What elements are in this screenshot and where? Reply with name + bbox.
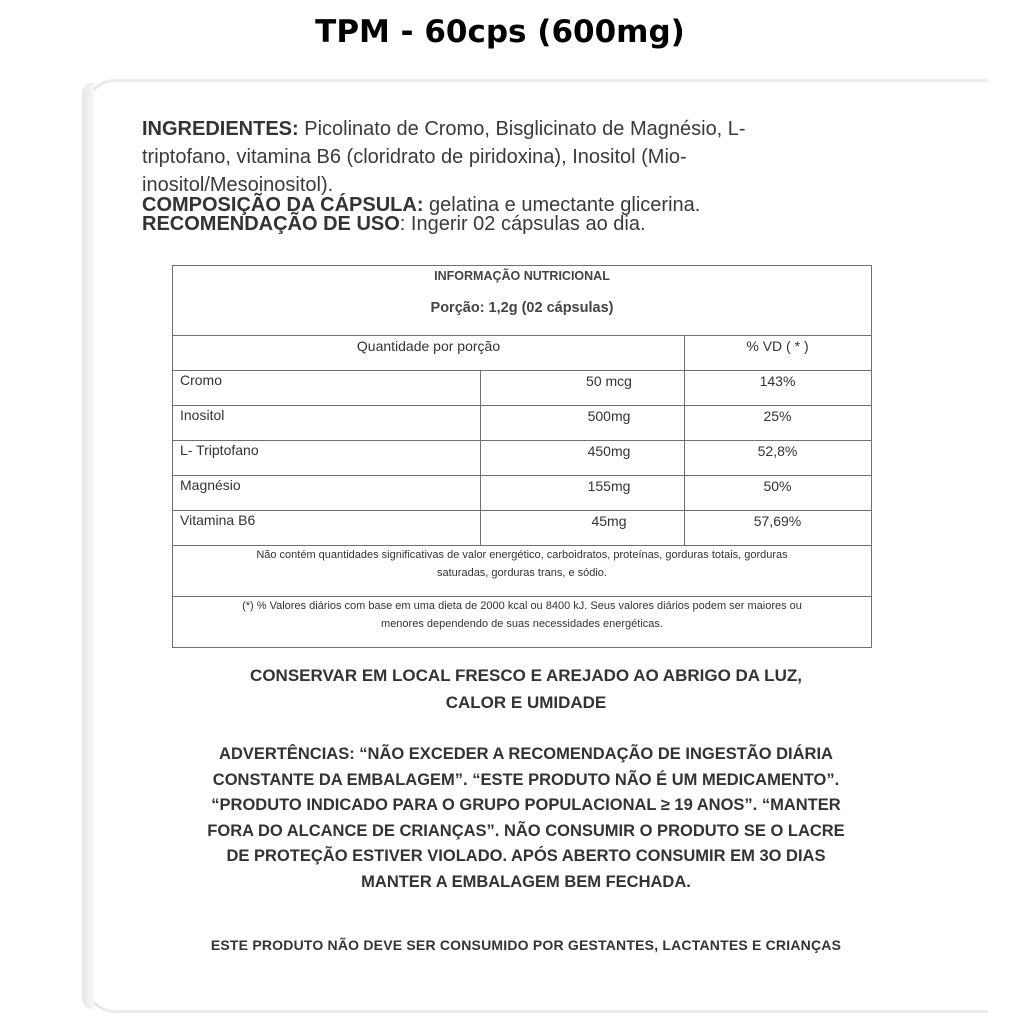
note-line: saturadas, gorduras trans, e sódio. <box>437 567 607 579</box>
recomendacao-label: RECOMENDAÇÃO DE USO <box>142 213 400 235</box>
nutrient-vd: 57,69% <box>753 513 802 529</box>
nutrition-title: INFORMAÇÃO NUTRICIONAL <box>434 269 610 283</box>
warning-line: DE PROTEÇÃO ESTIVER VIOLADO. APÓS ABERTO CONSUMIR EM 3O DIAS <box>226 847 826 865</box>
ingredientes-label: INGREDIENTES: <box>142 118 299 140</box>
nutrition-note-daily-values <box>173 597 871 633</box>
warning-line: ADVERTÊNCIAS: “NÃO EXCEDER A RECOMENDAÇÃO DE INGESTÃO DIÁRIA <box>219 745 833 763</box>
nutrient-amount: 155mg <box>587 478 631 494</box>
storage-instructions <box>120 662 932 716</box>
nutrition-note-insignificant <box>173 546 871 582</box>
nutrient-name: Inositol <box>180 407 225 423</box>
nutrient-amount: 500mg <box>587 408 631 424</box>
warning-line: MANTER A EMBALAGEM BEM FECHADA. <box>361 872 691 891</box>
table-divider <box>173 475 871 476</box>
nutrient-vd: 25% <box>763 408 792 424</box>
table-divider <box>173 335 871 336</box>
composicao-label: COMPOSIÇÃO DA CÁPSULA: <box>142 194 424 216</box>
ingredients-line-1 <box>142 115 862 143</box>
warning-line: CONSTANTE DA EMBALAGEM”. “ESTE PRODUTO NÃO É UM MEDICAMENTO”. <box>212 770 840 789</box>
header-quantity: Quantidade por porção <box>356 338 501 354</box>
storage-line: CALOR E UMIDADE <box>445 693 607 712</box>
composicao-value: gelatina e umectante glicerina. <box>423 194 701 216</box>
ingredientes-text-1: Picolinato de Cromo, Bisglicinato de Magnésio, L- <box>298 118 746 140</box>
table-divider <box>173 370 871 371</box>
warning-line: FORA DO ALCANCE DE CRIANÇAS”. NÃO CONSUMIR O PRODUTO SE O LACRE <box>207 821 845 840</box>
nutrient-amount: 50 mcg <box>586 373 632 389</box>
nutrition-table <box>172 265 872 648</box>
warnings-block <box>120 742 932 895</box>
footer-warning: ESTE PRODUTO NÃO DEVE SER CONSUMIDO POR GESTANTES, LACTANTES E CRIANÇAS <box>210 937 842 953</box>
table-divider <box>173 405 871 406</box>
storage-line: CONSERVAR EM LOCAL FRESCO E AREJADO AO ABRIGO DA LUZ, <box>250 666 802 685</box>
header-vd: % VD ( * ) <box>746 338 809 354</box>
nutrient-name: Vitamina B6 <box>180 512 256 528</box>
table-divider <box>173 440 871 441</box>
nutrient-vd: 50% <box>763 478 792 494</box>
ingredientes-text-2: triptofano, vitamina B6 (cloridrato de piridoxina), Inositol (Mio- <box>142 146 687 168</box>
warning-line: “PRODUTO INDICADO PARA O GRUPO POPULACIONAL ≥ 19 ANOS”. “MANTER <box>211 796 841 814</box>
ingredientes-text-3: inositol/Mesoinositol). <box>142 174 334 196</box>
nutrient-name: L- Triptofano <box>180 442 259 458</box>
page-title: TPM - 60cps (600mg) <box>315 14 685 50</box>
nutrition-portion: Porção: 1,2g (02 cápsulas) <box>430 300 614 316</box>
table-divider <box>173 510 871 511</box>
nutrient-name: Magnésio <box>180 477 241 493</box>
nutrient-amount: 450mg <box>587 443 631 459</box>
nutrient-amount: 45mg <box>591 513 627 529</box>
recomendacao-value: : Ingerir 02 cápsulas ao dia. <box>399 213 646 235</box>
nutrient-vd: 52,8% <box>757 443 798 459</box>
ingredients-block <box>142 115 862 237</box>
nutrient-vd: 143% <box>759 373 796 389</box>
recomendacao-line <box>142 211 862 237</box>
note-line: Não contém quantidades significativas de valor energético, carboidratos, proteínas, gorduras totais, gorduras <box>256 549 788 561</box>
note-line: (*) % Valores diários com base em uma dieta de 2000 kcal ou 8400 kJ. Seus valores diários podem ser maiores ou <box>242 600 802 612</box>
nutrient-name: Cromo <box>180 372 223 388</box>
note-line: menores dependendo de suas necessidades energéticas. <box>381 618 663 630</box>
